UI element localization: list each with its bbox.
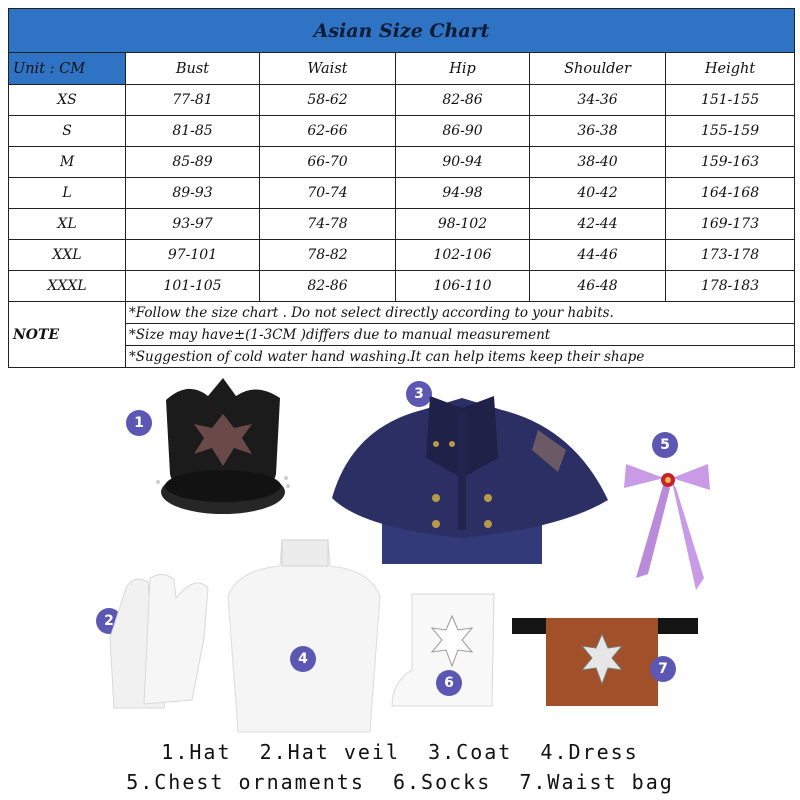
- note-text: *Suggestion of cold water hand washing.It can help items keep their shape: [126, 346, 795, 368]
- table-row: [9, 240, 795, 271]
- header-height: Height: [666, 53, 795, 85]
- hip-cell: 86-90: [396, 116, 530, 147]
- bust-cell: 101-105: [126, 271, 260, 302]
- note-text: *Size may have±(1-3CM )differs due to manual measurement: [126, 324, 795, 346]
- bust-cell: 89-93: [126, 178, 260, 209]
- table-row: [9, 178, 795, 209]
- table-row: [9, 147, 795, 178]
- waist-cell: 58-62: [260, 85, 396, 116]
- size-cell: S: [9, 116, 126, 147]
- waist-cell: 70-74: [260, 178, 396, 209]
- height-cell: 159-163: [666, 147, 795, 178]
- dress-image: [220, 536, 390, 736]
- hat-image: [148, 374, 298, 524]
- chart-title: Asian Size Chart: [9, 9, 795, 53]
- note-row: [9, 346, 795, 368]
- caption-line-1: 1.Hat 2.Hat veil 3.Coat 4.Dress: [161, 740, 639, 764]
- height-cell: 155-159: [666, 116, 795, 147]
- item-number-badge: 1: [126, 410, 152, 436]
- bust-cell: 93-97: [126, 209, 260, 240]
- size-cell: M: [9, 147, 126, 178]
- note-label: NOTE: [9, 302, 126, 368]
- waist-bag-image: [508, 612, 704, 712]
- size-cell: XL: [9, 209, 126, 240]
- shoulder-cell: 38-40: [530, 147, 666, 178]
- size-cell: L: [9, 178, 126, 209]
- unit-label: Unit : CM: [9, 53, 126, 85]
- table-row: [9, 271, 795, 302]
- item-number-badge: 6: [436, 670, 462, 696]
- waist-cell: 78-82: [260, 240, 396, 271]
- item-number-badge: 7: [650, 656, 676, 682]
- header-shoulder: Shoulder: [530, 53, 666, 85]
- note-text: *Follow the size chart . Do not select directly according to your habits.: [126, 302, 795, 324]
- waist-cell: 66-70: [260, 147, 396, 178]
- item-number-badge: 3: [406, 381, 432, 407]
- height-cell: 169-173: [666, 209, 795, 240]
- bust-cell: 77-81: [126, 85, 260, 116]
- header-hip: Hip: [396, 53, 530, 85]
- hip-cell: 82-86: [396, 85, 530, 116]
- shoulder-cell: 46-48: [530, 271, 666, 302]
- hip-cell: 90-94: [396, 147, 530, 178]
- bust-cell: 97-101: [126, 240, 260, 271]
- hip-cell: 102-106: [396, 240, 530, 271]
- gloves-image: [104, 568, 224, 718]
- item-number-badge: 2: [96, 608, 122, 634]
- hip-cell: 94-98: [396, 178, 530, 209]
- height-cell: 178-183: [666, 271, 795, 302]
- note-row: [9, 302, 795, 324]
- bust-cell: 81-85: [126, 116, 260, 147]
- header-row: [9, 53, 795, 85]
- table-row: [9, 85, 795, 116]
- table-row: [9, 209, 795, 240]
- size-cell: XXL: [9, 240, 126, 271]
- size-cell: XXXL: [9, 271, 126, 302]
- caption-line-2: 5.Chest ornaments 6.Socks 7.Waist bag: [126, 770, 674, 794]
- waist-cell: 62-66: [260, 116, 396, 147]
- product-photo-area: [0, 372, 800, 800]
- height-cell: 164-168: [666, 178, 795, 209]
- hip-cell: 106-110: [396, 271, 530, 302]
- size-cell: XS: [9, 85, 126, 116]
- table-row: [9, 116, 795, 147]
- waist-cell: 82-86: [260, 271, 396, 302]
- shoulder-cell: 42-44: [530, 209, 666, 240]
- note-row: [9, 324, 795, 346]
- item-number-badge: 5: [652, 432, 678, 458]
- size-chart-table: [8, 8, 795, 368]
- bust-cell: 85-89: [126, 147, 260, 178]
- height-cell: 151-155: [666, 85, 795, 116]
- shoulder-cell: 34-36: [530, 85, 666, 116]
- item-number-badge: 4: [290, 646, 316, 672]
- waist-cell: 74-78: [260, 209, 396, 240]
- chest-ornament-image: [618, 458, 718, 598]
- header-waist: Waist: [260, 53, 396, 85]
- height-cell: 173-178: [666, 240, 795, 271]
- hip-cell: 98-102: [396, 209, 530, 240]
- shoulder-cell: 36-38: [530, 116, 666, 147]
- header-bust: Bust: [126, 53, 260, 85]
- shoulder-cell: 44-46: [530, 240, 666, 271]
- shoulder-cell: 40-42: [530, 178, 666, 209]
